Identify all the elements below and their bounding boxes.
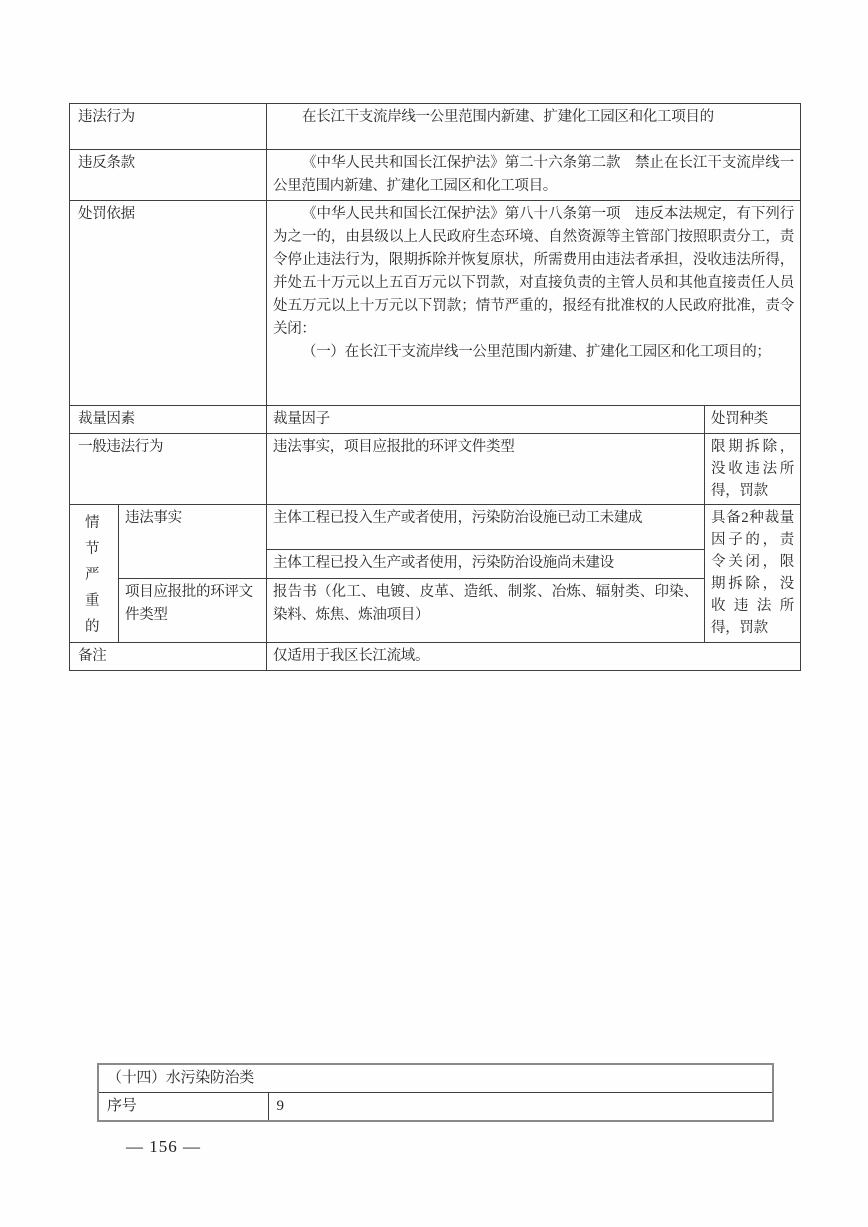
serious-eia-value [267,578,705,642]
table-row-remark [70,643,801,671]
violation-behavior-text: 在长江干支流岸线一公里范围内新建、扩建化工园区和化工项目的 [302,109,714,125]
penalty-type-header: 处罚种类 [705,406,801,434]
serious-fact-item-1 [267,505,705,550]
remark-content [267,643,801,671]
next-category-table [97,1063,774,1122]
serious-fact-item-2-text: 主体工程已投入生产或者使用，污染防治设施尚未建设 [273,554,614,571]
general-violation-penalty-text: 限期拆除，没收违法所得，罚款 [711,439,794,499]
discretion-factor-header: 裁量因素 [70,406,267,434]
violation-behavior-content [267,104,801,150]
category-title: （十四）水污染防治类 [98,1064,773,1093]
penalty-basis-paragraph-1: 《中华人民共和国长江保护法》第八十八条第一项 违反本法规定，有下列行为之一的，由县级以上人民政府生态环境、自然资源等主管部门按照职责分工，责令停止违法行为，限期拆除并恢复原状，所需费用由违法者承担，没收违法所得，并处五十万元以上五百万元以下罚款，对直接负责的主管人员和其他直接责任人员处五万元以上十万元以下罚款；情节严重的，报经有批准权的人民政府批准，责令关闭： [273,206,794,337]
page-number: — 156 — [126,1137,201,1156]
serious-eia-label: 项目应报批的环评文件类型 [119,578,267,642]
serious-eia-value-text: 报告书（化工、电镀、皮革、造纸、制浆、冶炼、辐射类、印染、染料、炼焦、炼油项目） [273,583,698,623]
serial-number-value: 9 [268,1093,773,1122]
serious-case-label-cell [70,505,119,643]
penalty-basis-content [267,201,801,406]
table-row-serial [98,1093,773,1122]
table-row-factor-header [70,406,801,434]
serious-penalty-text: 具备2种裁量因子的，责令关闭，限期拆除，没收违法所得，罚款 [711,510,794,636]
table-row-penalty-basis [70,201,801,406]
discretion-factor-value-header: 裁量因子 [267,406,705,434]
general-violation-label: 一般违法行为 [70,434,267,505]
penalty-basis-label: 处罚依据 [70,201,267,406]
remark-text: 仅适用于我区长江流域。 [273,648,430,664]
general-violation-factors-text: 违法事实，项目应报批的环评文件类型 [273,439,515,455]
table-row-serious-eia [70,578,801,642]
table-row-general-violation [70,434,801,505]
violated-clause-text: 《中华人民共和国长江保护法》第二十六条第二款 禁止在长江干支流岸线一公里范围内新建、扩建化工园区和化工项目。 [273,155,794,194]
serious-fact-item-2 [267,549,705,578]
serial-number-label: 序号 [98,1093,268,1122]
penalty-discretion-table [69,103,801,671]
penalty-basis-paragraph-2: （一）在长江干支流岸线一公里范围内新建、扩建化工园区和化工项目的； [302,344,771,360]
table-row-serious-fact-1 [70,505,801,550]
violation-behavior-label: 违法行为 [70,104,267,150]
serious-case-label: 情节严重的 [85,515,100,635]
serious-fact-item-1-text: 主体工程已投入生产或者使用，污染防治设施已动工未建成 [273,510,643,526]
table-row-category [98,1064,773,1093]
remark-label: 备注 [70,643,267,671]
serious-fact-label: 违法事实 [119,505,267,579]
table-row-violation-behavior [70,104,801,150]
general-violation-penalty [705,434,801,505]
serious-penalty [705,505,801,643]
violated-clause-content [267,150,801,201]
general-violation-factors [267,434,705,505]
table-row-violated-clause [70,150,801,201]
violated-clause-label: 违反条款 [70,150,267,201]
